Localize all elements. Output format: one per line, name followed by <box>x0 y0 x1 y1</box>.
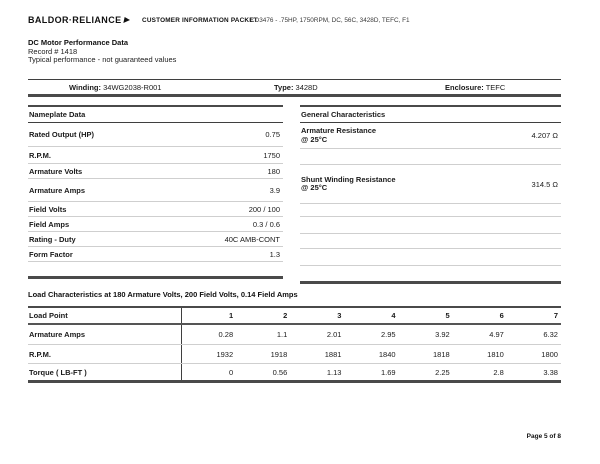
load-characteristics-table <box>28 306 561 383</box>
general-characteristics-table <box>300 105 561 284</box>
winding-field <box>69 83 161 92</box>
page-title: DC Motor Performance Data <box>28 38 129 47</box>
general-title: General Characteristics <box>300 107 561 123</box>
type-label: Type: <box>274 83 294 92</box>
table-row-empty <box>300 266 561 281</box>
winding-value: 34WG2038-R001 <box>103 83 162 92</box>
nameplate-title: Nameplate Data <box>28 107 283 123</box>
packet-title: CUSTOMER INFORMATION PACKET <box>142 17 258 24</box>
cell: 1810 <box>487 349 504 359</box>
cell: 1.1 <box>276 330 288 339</box>
table-row-empty <box>300 249 561 266</box>
row-value: 4.207 Ω <box>531 131 558 140</box>
table-row-empty <box>300 217 561 234</box>
enclosure-label: Enclosure: <box>445 83 484 92</box>
performance-note: Typical performance - not guaranteed values <box>28 55 177 65</box>
table-row: Rating - Duty 40C AMB-CONT <box>28 232 283 247</box>
cell: 2.8 <box>493 367 504 377</box>
table-row: R.P.M. 1750 <box>28 147 283 164</box>
cell: 4.97 <box>489 330 504 339</box>
column-header: 5 <box>445 311 450 320</box>
row-label: R.P.M. <box>28 345 182 363</box>
table-row: Rated Output (HP) 0.75 <box>28 123 283 147</box>
table-row <box>28 345 561 364</box>
table-row <box>28 364 561 380</box>
table-row: Form Factor 1.3 <box>28 247 283 262</box>
flag-icon <box>123 17 130 23</box>
column-header: 2 <box>283 311 288 320</box>
cell: 1881 <box>324 349 342 359</box>
baldor-reliance-logo <box>28 15 130 25</box>
row-label-line1: Shunt Winding Resistance <box>301 174 396 184</box>
cell: 0.28 <box>218 330 234 339</box>
table-row: Armature Volts 180 <box>28 164 283 179</box>
cell: 3.92 <box>435 330 450 339</box>
cell: 1840 <box>378 349 396 359</box>
product-description: CD3476 - .75HP, 1750RPM, DC, 56C, 3428D, TEFC, F1 <box>250 17 410 24</box>
column-header: Load Point <box>28 308 182 323</box>
row-label-line2: @ 25°C <box>301 134 328 144</box>
row-value: 314.5 Ω <box>531 179 558 189</box>
cell: 6.32 <box>543 330 558 339</box>
table-row-empty <box>300 204 561 217</box>
column-header: 6 <box>499 311 504 320</box>
winding-band <box>28 79 561 97</box>
cell: 2.95 <box>380 330 396 339</box>
doc-title-block <box>28 39 176 65</box>
column-header: 4 <box>391 311 396 320</box>
cell: 0 <box>228 367 234 377</box>
row-label: Armature Amps <box>28 325 182 344</box>
row-label-line2: @ 25°C <box>301 183 328 192</box>
cell: 1932 <box>216 349 234 359</box>
winding-label: Winding: <box>69 83 102 92</box>
table-row <box>28 325 561 345</box>
row-label: Torque ( LB-FT ) <box>28 364 182 380</box>
table-row: Field Amps 0.3 / 0.6 <box>28 217 283 232</box>
type-field <box>274 83 318 92</box>
table-row: Armature Amps 3.9 <box>28 179 283 202</box>
enclosure-value: TEFC <box>485 83 506 92</box>
cell: 1800 <box>541 349 558 359</box>
table-row-empty <box>28 262 283 276</box>
load-characteristics-heading: Load Characteristics at 180 Armature Volts, 200 Field Volts, 0.14 Field Amps <box>28 290 298 299</box>
table-row-empty <box>300 149 561 165</box>
cell: 0.56 <box>272 367 288 377</box>
enclosure-field <box>445 83 505 92</box>
column-header: 7 <box>553 311 558 320</box>
table-row-empty <box>300 234 561 249</box>
row-label-line1: Armature Resistance <box>301 126 377 136</box>
table-header-row <box>28 308 561 325</box>
table-row <box>300 123 561 149</box>
column-header: 1 <box>228 311 234 320</box>
cell: 2.01 <box>326 330 342 339</box>
column-header: 3 <box>337 311 342 320</box>
cell: 1.13 <box>326 367 342 377</box>
cell: 2.25 <box>435 367 450 377</box>
page-number: Page 5 of 8 <box>526 433 561 440</box>
nameplate-table <box>28 105 283 279</box>
table-row: Field Volts 200 / 100 <box>28 202 283 217</box>
cell: 1818 <box>433 349 450 359</box>
logo-text: BALDOR·RELIANCE <box>28 15 122 25</box>
record-number: Record # 1418 <box>28 46 78 56</box>
cell: 1918 <box>270 349 288 359</box>
table-row <box>300 165 561 204</box>
type-value: 3428D <box>295 83 318 92</box>
cell: 1.69 <box>380 367 396 377</box>
cell: 3.38 <box>543 367 558 377</box>
